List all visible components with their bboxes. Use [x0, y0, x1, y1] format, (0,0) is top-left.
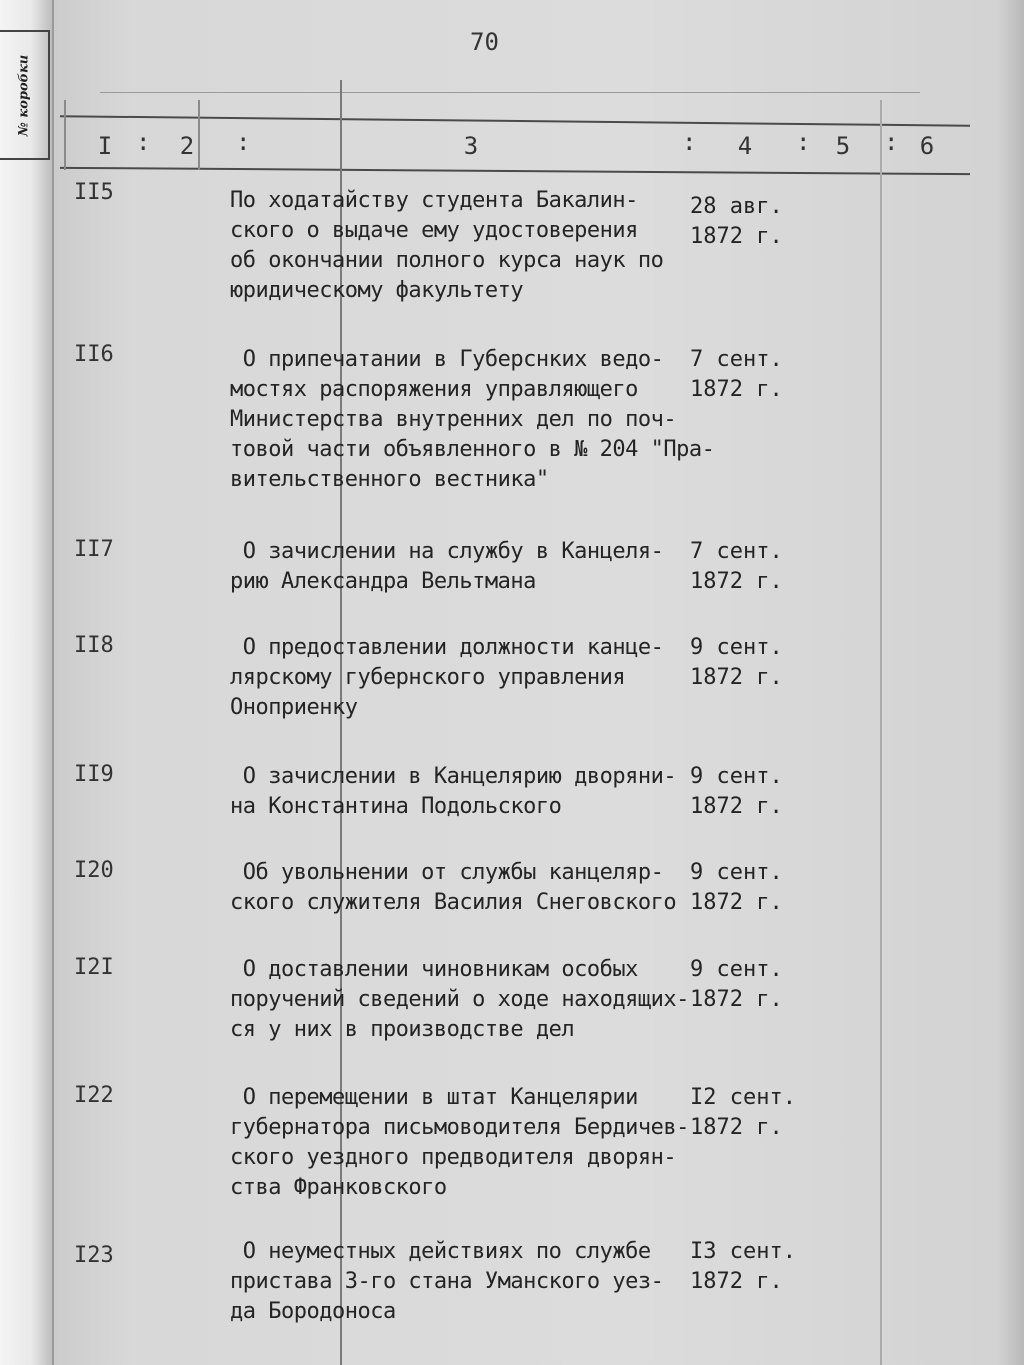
record-description: О зачислении на службу в Канцеля- рию Александра Вельтмана [230, 539, 664, 594]
record-date: 9 сент. 1872 г. [690, 635, 783, 690]
record-description: О доставлении чиновникам особых поручений сведений о ходе находящих- ся у них в производстве дел [230, 957, 689, 1042]
record-number: I2I [74, 955, 114, 980]
column-rule-1 [64, 100, 66, 170]
record-number: II5 [74, 180, 114, 205]
header-faint-rule [100, 92, 920, 93]
record-description: О зачислении в Канцелярию дворяни- на Константина Подольского [230, 764, 677, 819]
header-col-6: 6 [919, 132, 935, 160]
binding-spine [0, 0, 54, 1365]
header-col-4: 4 [737, 132, 753, 160]
header-separator: : [682, 128, 697, 156]
record-description: О предоставлении должности канце- лярскому губернского управления Оноприенку [230, 635, 664, 720]
record-number: II7 [74, 537, 114, 562]
page-number: 70 [470, 28, 499, 56]
page-shadow [998, 0, 1024, 1365]
record-date: 9 сент. 1872 г. [690, 957, 783, 1012]
record-description: О припечатании в Губерснких ведо- мостях распоряжения управляющего Министерства внутренних дел по поч- товой части объявленного в № 204 "Пра- вительственного вестника" [230, 347, 715, 492]
record-date: 9 сент. 1872 г. [690, 764, 783, 819]
header-separator: : [236, 128, 251, 156]
header-separator: : [796, 128, 811, 156]
header-col-3: 3 [463, 132, 479, 160]
column-rule-4 [880, 100, 882, 1365]
header-col-1: I [97, 132, 113, 160]
box-number-label: № коробки [16, 54, 32, 136]
box-number-stamp [0, 30, 50, 160]
record-description: О перемещении в штат Канцелярии губернатора письмоводителя Бердичев- ского уездного предводителя дворян- ства Франковского [230, 1085, 689, 1200]
record-number: I22 [74, 1083, 114, 1108]
record-date: I2 сент. 1872 г. [690, 1085, 796, 1140]
record-number: II9 [74, 762, 114, 787]
record-description: Об увольнении от службы канцеляр- ского служителя Василия Снеговского [230, 860, 677, 915]
record-date: 7 сент. 1872 г. [690, 539, 783, 594]
header-col-2: 2 [179, 132, 195, 160]
record-date: 9 сент. 1872 г. [690, 860, 783, 915]
record-number: II8 [74, 633, 114, 658]
record-date: 7 сент. 1872 г. [690, 347, 783, 402]
record-date: 28 авг. 1872 г. [690, 194, 783, 249]
record-description: О неуместных действиях по службе пристава 3-го стана Уманского уез- да Бородоноса [230, 1239, 664, 1324]
record-number: I20 [74, 858, 114, 883]
header-col-5: 5 [835, 132, 851, 160]
record-number: I23 [74, 1243, 114, 1268]
header-separator: : [136, 128, 151, 156]
header-separator: : [884, 128, 899, 156]
record-date: I3 сент. 1872 г. [690, 1239, 796, 1294]
record-description: По ходатайству студента Бакалин- ского о выдаче ему удостоверения об окончании полного курса наук по юридическому факультету [230, 188, 664, 303]
record-number: II6 [74, 342, 114, 367]
